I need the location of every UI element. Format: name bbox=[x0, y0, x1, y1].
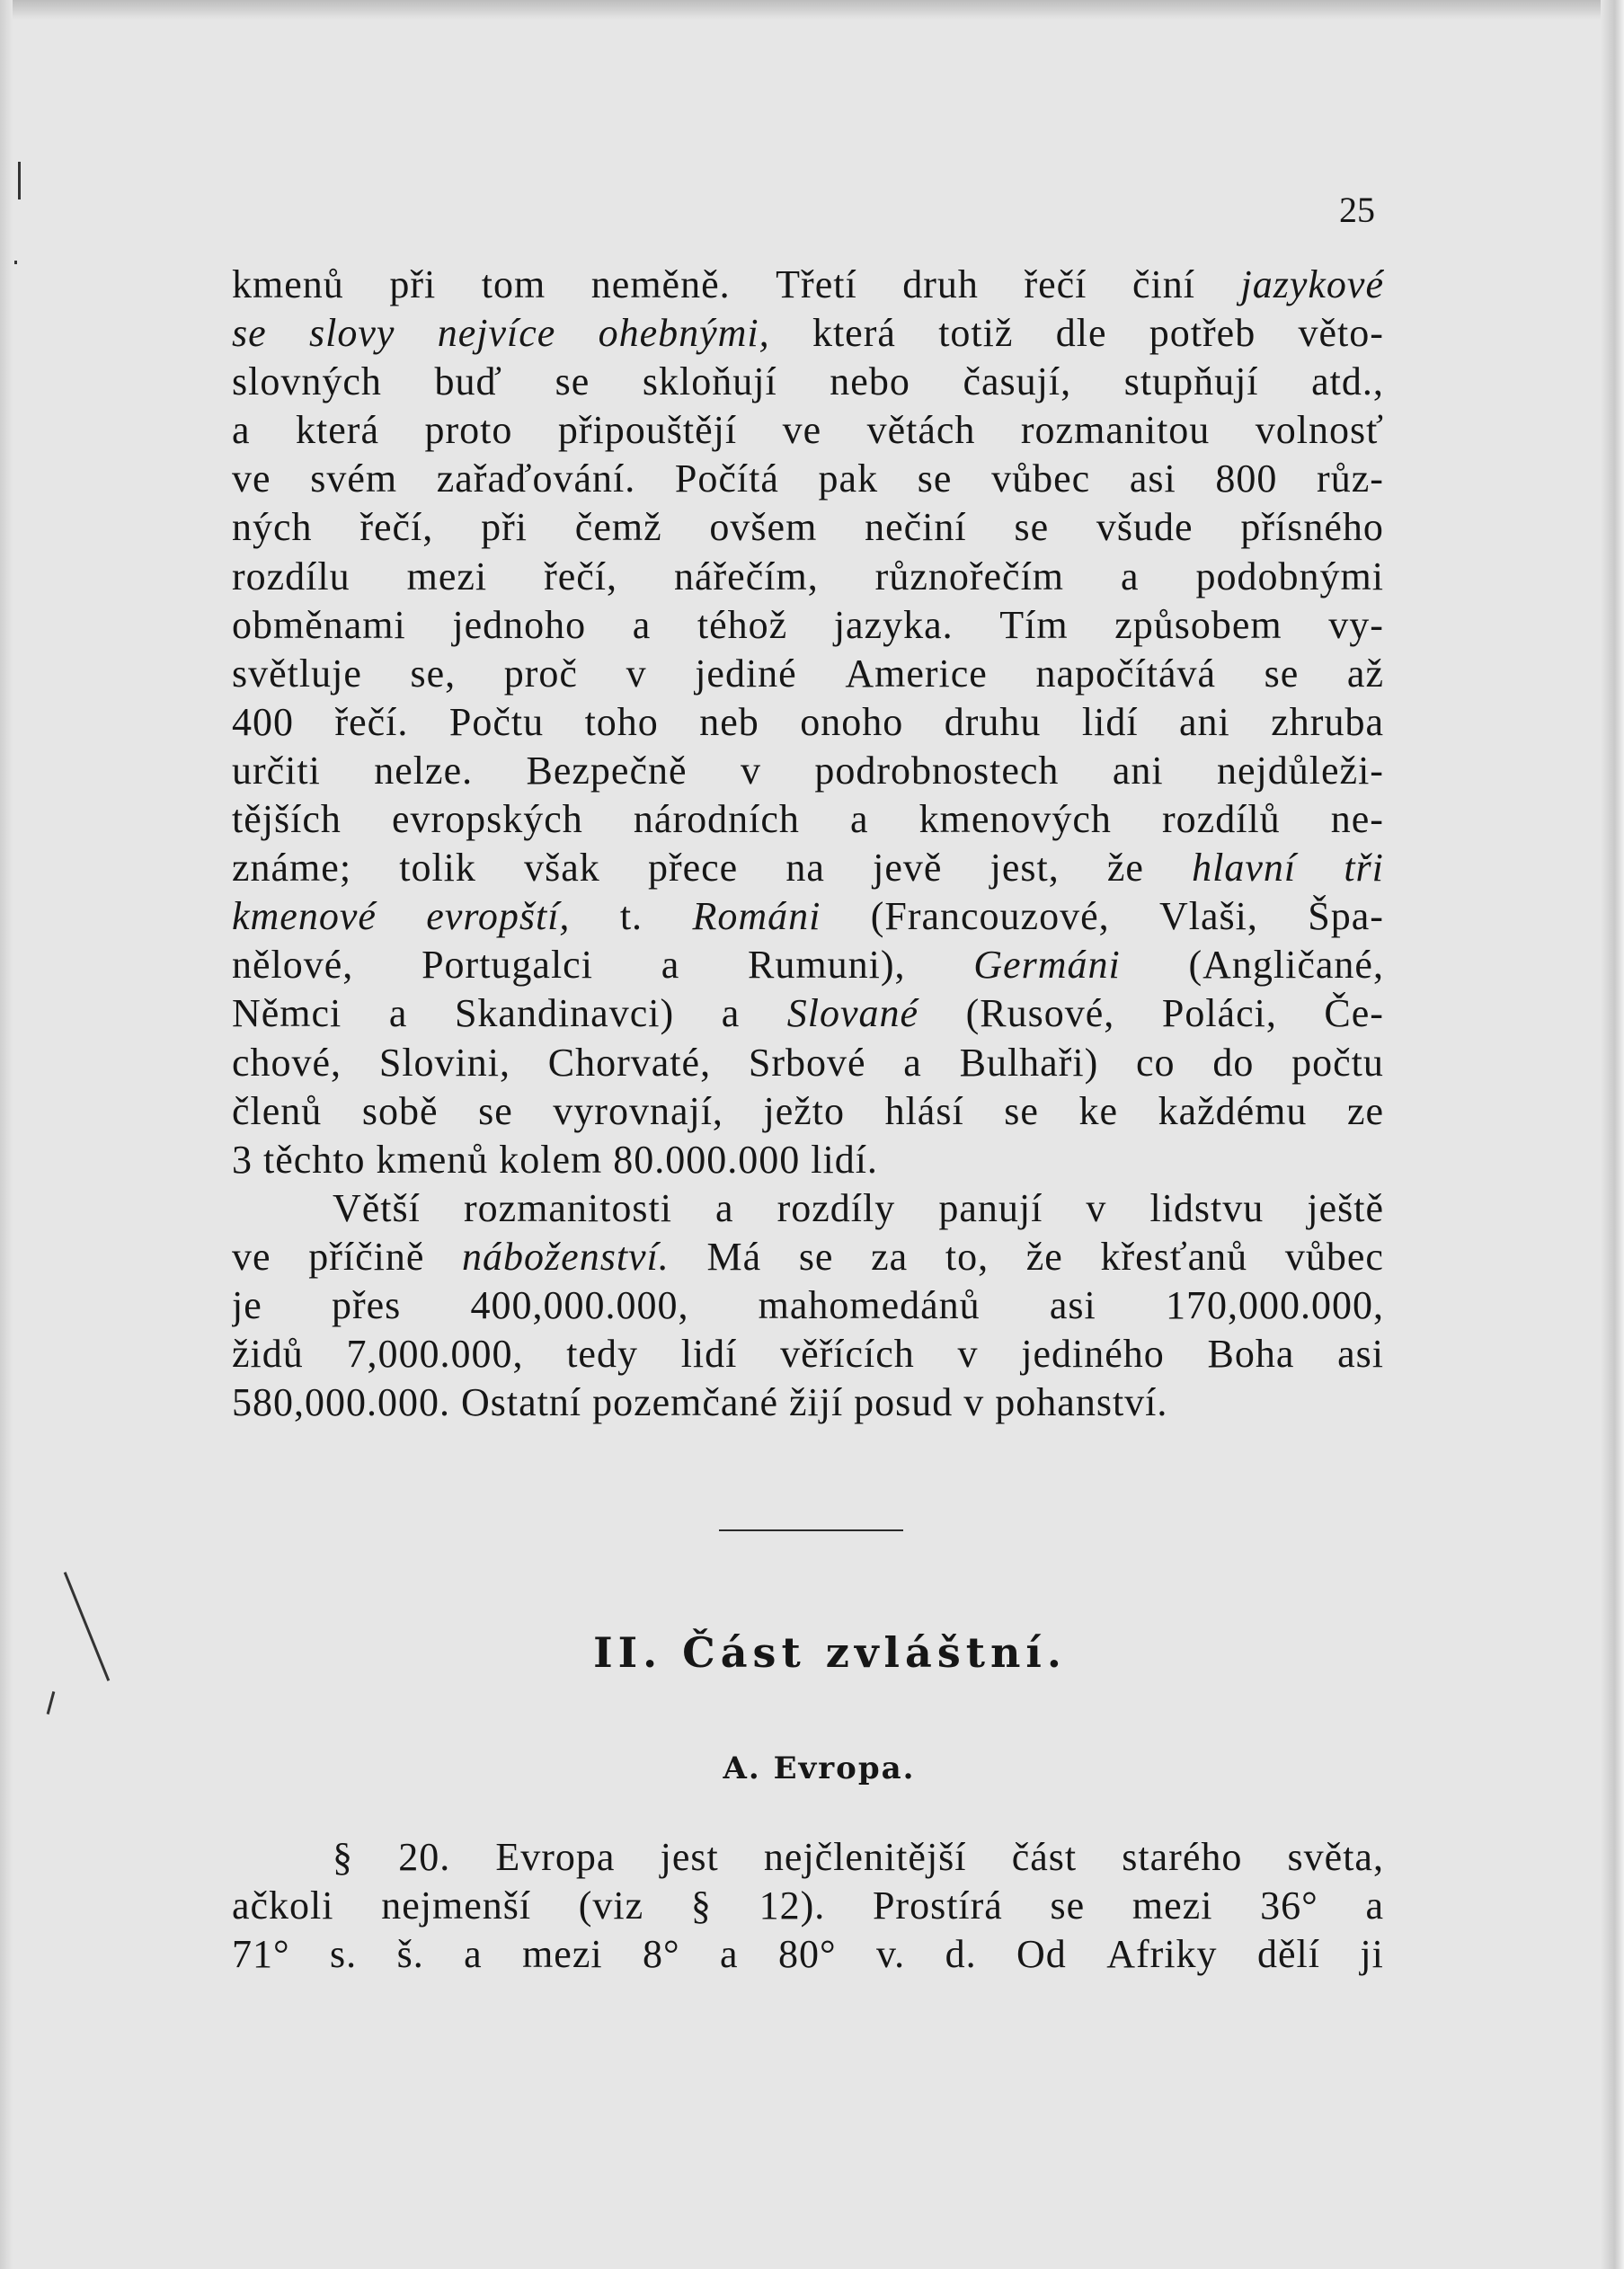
word: ných bbox=[232, 505, 313, 550]
word: je bbox=[232, 1282, 262, 1327]
word: nělové, bbox=[232, 943, 354, 988]
word: tějších bbox=[232, 797, 342, 842]
word: až bbox=[1346, 651, 1384, 696]
word: která bbox=[296, 408, 379, 453]
word: evropští, bbox=[426, 894, 571, 939]
word: větách bbox=[866, 408, 976, 453]
word: mahomedánů bbox=[758, 1282, 981, 1327]
word: se bbox=[478, 1088, 513, 1133]
word: náboženství. bbox=[462, 1234, 670, 1279]
word: slovných bbox=[232, 359, 382, 404]
word: tři bbox=[1344, 846, 1384, 891]
word: Poláci, bbox=[1161, 991, 1277, 1036]
word: hlavní bbox=[1192, 846, 1297, 891]
word: ke bbox=[1078, 1088, 1118, 1133]
word: neb bbox=[699, 699, 759, 744]
word: všude bbox=[1096, 505, 1194, 550]
paragraph-20 bbox=[232, 1833, 1384, 1979]
word: každému bbox=[1158, 1088, 1308, 1133]
page-left-edge bbox=[0, 0, 13, 2269]
word: (Francouzové, bbox=[870, 894, 1110, 939]
word: evropských bbox=[391, 797, 583, 842]
word: 12). bbox=[759, 1883, 826, 1928]
word: skloňují bbox=[642, 359, 777, 404]
word: 8° bbox=[643, 1932, 680, 1977]
word: a bbox=[721, 991, 741, 1036]
word: obměnami bbox=[232, 602, 406, 647]
text-line bbox=[232, 1930, 1384, 1979]
text-line bbox=[232, 553, 1384, 601]
word: Němci bbox=[232, 991, 342, 1036]
word: v bbox=[1086, 1185, 1107, 1230]
text-line bbox=[232, 455, 1384, 503]
word: různořečím bbox=[874, 554, 1065, 598]
text-line bbox=[232, 1378, 1384, 1427]
word: Větší bbox=[333, 1185, 421, 1230]
word: Románi bbox=[692, 894, 821, 939]
word: a bbox=[720, 1932, 739, 1977]
word: jest, bbox=[989, 846, 1060, 891]
text-line bbox=[232, 650, 1384, 698]
word: věto- bbox=[1298, 311, 1384, 356]
word: s. bbox=[330, 1932, 358, 1977]
word: vy- bbox=[1328, 602, 1384, 647]
text-span: 580,000.000. Ostatní pozemčané žijí posud v pohanství. bbox=[232, 1380, 1168, 1425]
word: za bbox=[871, 1234, 909, 1279]
text-line bbox=[232, 261, 1384, 309]
word: a bbox=[632, 602, 652, 647]
text-line bbox=[232, 989, 1384, 1038]
word: známe; bbox=[232, 846, 352, 891]
word: věřících bbox=[780, 1332, 915, 1377]
word: v bbox=[957, 1332, 979, 1377]
word: d. bbox=[945, 1932, 977, 1977]
word: ze bbox=[1346, 1088, 1384, 1133]
word: totiž bbox=[938, 311, 1014, 356]
word: § bbox=[690, 1883, 712, 1928]
word: Bezpečně bbox=[526, 748, 688, 793]
word: že bbox=[1025, 1234, 1063, 1279]
word: lidí bbox=[680, 1332, 738, 1377]
word: a bbox=[464, 1932, 483, 1977]
word: mezi bbox=[406, 554, 488, 598]
word: lidstvu bbox=[1149, 1185, 1265, 1230]
word: ve bbox=[232, 456, 271, 501]
word: Počtu bbox=[448, 699, 545, 744]
text-span: 3 těchto kmenů kolem 80.000.000 lidí. bbox=[232, 1137, 878, 1182]
word: ve bbox=[232, 1234, 271, 1279]
word: určiti bbox=[232, 748, 321, 793]
word: asi bbox=[1129, 456, 1176, 501]
word: Americe bbox=[845, 651, 988, 696]
word: panují bbox=[938, 1185, 1043, 1230]
word: buď bbox=[434, 359, 502, 404]
word: rozmanitosti bbox=[463, 1185, 672, 1230]
word: a bbox=[1365, 1883, 1384, 1928]
page-right-edge bbox=[1601, 0, 1624, 2269]
word: to, bbox=[945, 1234, 989, 1279]
word: tolik bbox=[399, 846, 476, 891]
word: časují, bbox=[963, 359, 1072, 404]
page-top-edge bbox=[0, 0, 1624, 20]
word: ani bbox=[1112, 748, 1164, 793]
word: se bbox=[555, 359, 590, 404]
word: se bbox=[1050, 1883, 1086, 1928]
word: jednoho bbox=[452, 602, 587, 647]
word: atd., bbox=[1311, 359, 1384, 404]
text-line bbox=[232, 941, 1384, 989]
word: Slovini, bbox=[378, 1040, 510, 1085]
word: část bbox=[1011, 1835, 1078, 1879]
word: způsobem bbox=[1114, 602, 1282, 647]
word: počtu bbox=[1291, 1040, 1384, 1085]
word: vůbec bbox=[1284, 1234, 1384, 1279]
word: druhu bbox=[944, 699, 1042, 744]
word: pak bbox=[818, 456, 879, 501]
text-line bbox=[232, 698, 1384, 747]
section-title: II. Část zvláštní. bbox=[593, 1628, 1067, 1677]
word: Tím bbox=[999, 602, 1069, 647]
word: ve bbox=[782, 408, 822, 453]
word: chové, bbox=[232, 1040, 342, 1085]
word: se bbox=[1014, 505, 1050, 550]
word: (Angličané, bbox=[1188, 943, 1384, 988]
word: při bbox=[389, 262, 437, 306]
text-line bbox=[232, 1882, 1384, 1930]
word: na bbox=[785, 846, 825, 891]
word: vyrovnají, bbox=[553, 1088, 723, 1133]
word: a bbox=[661, 943, 680, 988]
word: Evropa bbox=[495, 1835, 616, 1879]
word: řečí bbox=[1024, 262, 1087, 306]
word: Afriky bbox=[1106, 1932, 1218, 1977]
text-line bbox=[232, 1833, 1384, 1882]
word: Germáni bbox=[973, 943, 1121, 988]
word: Rumuni), bbox=[748, 943, 906, 988]
word: Skandinavci) bbox=[454, 991, 675, 1036]
word: nečiní bbox=[865, 505, 967, 550]
word: sobě bbox=[361, 1088, 439, 1133]
word: národních bbox=[633, 797, 800, 842]
word: tom bbox=[481, 262, 546, 306]
word: proto bbox=[424, 408, 513, 453]
word: stupňují bbox=[1123, 359, 1259, 404]
word: čemž bbox=[574, 505, 662, 550]
word: Třetí bbox=[776, 262, 857, 306]
word: členů bbox=[232, 1088, 323, 1133]
word: ježto bbox=[763, 1088, 846, 1133]
word: t. bbox=[619, 894, 643, 939]
word: ačkoli bbox=[232, 1883, 334, 1928]
word: židů bbox=[232, 1332, 304, 1377]
word: (Rusové, bbox=[965, 991, 1115, 1036]
word: Má bbox=[706, 1234, 762, 1279]
word: do bbox=[1212, 1040, 1255, 1085]
text-line bbox=[232, 747, 1384, 795]
word: zhruba bbox=[1271, 699, 1384, 744]
word: nejčlenitější bbox=[763, 1835, 967, 1879]
word: dělí bbox=[1256, 1932, 1320, 1977]
word: a bbox=[903, 1040, 922, 1085]
word: napočítává bbox=[1035, 651, 1217, 696]
word: 20. bbox=[398, 1835, 451, 1879]
word: Vlaši, bbox=[1159, 894, 1258, 939]
word: Srbové bbox=[748, 1040, 866, 1085]
word: křesťanů bbox=[1100, 1234, 1248, 1279]
word: mezi bbox=[522, 1932, 603, 1977]
word: jest bbox=[660, 1835, 719, 1879]
word: starého bbox=[1122, 1835, 1243, 1879]
word: Portugalci bbox=[422, 943, 593, 988]
word: rozdílu bbox=[232, 554, 351, 598]
word: jediné bbox=[695, 651, 797, 696]
word: Prostírá bbox=[872, 1883, 1003, 1928]
word: ne- bbox=[1330, 797, 1384, 842]
word: neměně. bbox=[590, 262, 731, 306]
word: Slované bbox=[786, 991, 919, 1036]
word: kmenů bbox=[232, 262, 344, 306]
word: 170,000.000, bbox=[1165, 1282, 1384, 1327]
word: nejdůleži- bbox=[1217, 748, 1384, 793]
subsection-title: A. Evropa. bbox=[723, 1750, 916, 1786]
section-divider bbox=[719, 1529, 903, 1531]
body-text bbox=[232, 261, 1384, 1427]
text-line bbox=[232, 503, 1384, 552]
word: v bbox=[626, 651, 647, 696]
word: onoho bbox=[800, 699, 904, 744]
word: a bbox=[388, 991, 408, 1036]
text-line bbox=[232, 1330, 1384, 1378]
scan-mark bbox=[14, 261, 17, 264]
word: nářečím, bbox=[674, 554, 819, 598]
text-line bbox=[232, 844, 1384, 892]
text-line bbox=[232, 1281, 1384, 1330]
word: připouštějí bbox=[557, 408, 738, 453]
word: při bbox=[481, 505, 528, 550]
word: se bbox=[232, 311, 267, 356]
word: asi bbox=[1049, 1282, 1096, 1327]
word: nejvíce bbox=[437, 311, 556, 356]
word: potřeb bbox=[1149, 311, 1256, 356]
word: řečí, bbox=[359, 505, 434, 550]
word: světluje bbox=[232, 651, 362, 696]
word: jazyka. bbox=[833, 602, 954, 647]
word: příčině bbox=[308, 1234, 425, 1279]
word: že bbox=[1106, 846, 1144, 891]
word: tedy bbox=[566, 1332, 638, 1377]
word: vůbec bbox=[991, 456, 1091, 501]
text-line bbox=[232, 1087, 1384, 1136]
word: š. bbox=[396, 1932, 424, 1977]
word: mezi bbox=[1131, 1883, 1213, 1928]
word: téhož bbox=[697, 602, 788, 647]
text-line bbox=[232, 309, 1384, 358]
word: Špa- bbox=[1308, 894, 1384, 939]
text-line bbox=[232, 358, 1384, 406]
word: ji bbox=[1360, 1932, 1384, 1977]
word: rozdíly bbox=[777, 1185, 896, 1230]
word: 36° bbox=[1260, 1883, 1318, 1928]
word: se, bbox=[410, 651, 457, 696]
word: se bbox=[917, 456, 953, 501]
word: rozdílů bbox=[1162, 797, 1281, 842]
word: kmenové bbox=[232, 894, 377, 939]
text-line bbox=[232, 1184, 1384, 1233]
word: hlásí bbox=[884, 1088, 964, 1133]
word: (viz bbox=[578, 1883, 644, 1928]
word: volnosť bbox=[1255, 408, 1384, 453]
word: proč bbox=[503, 651, 578, 696]
word: ohebnými, bbox=[598, 311, 770, 356]
word: 400,000.000, bbox=[470, 1282, 689, 1327]
word: však bbox=[524, 846, 600, 891]
text-line bbox=[232, 1039, 1384, 1087]
word: nebo bbox=[830, 359, 910, 404]
word: růz- bbox=[1317, 456, 1384, 501]
page-number: 25 bbox=[1339, 190, 1375, 230]
word: Boha bbox=[1207, 1332, 1295, 1377]
word: jazykové bbox=[1240, 262, 1384, 306]
word: se bbox=[1004, 1088, 1039, 1133]
word: jevě bbox=[873, 846, 943, 891]
word: a bbox=[1120, 554, 1140, 598]
word: nejmenší bbox=[381, 1883, 532, 1928]
word: rozmanitou bbox=[1020, 408, 1211, 453]
word: a bbox=[715, 1185, 734, 1230]
word: ani bbox=[1179, 699, 1230, 744]
scan-mark bbox=[47, 1691, 56, 1715]
word: řečí. bbox=[334, 699, 409, 744]
word: jediného bbox=[1021, 1332, 1165, 1377]
word: přes bbox=[331, 1282, 402, 1327]
word: 71° bbox=[232, 1932, 290, 1977]
word: 400 bbox=[232, 699, 294, 744]
word: nelze. bbox=[374, 748, 474, 793]
text-line bbox=[232, 795, 1384, 844]
word: Počítá bbox=[674, 456, 779, 501]
word: druh bbox=[902, 262, 979, 306]
word: přísného bbox=[1240, 505, 1384, 550]
scan-mark bbox=[18, 162, 21, 199]
text-line bbox=[232, 1136, 1384, 1184]
word: v bbox=[740, 748, 761, 793]
word: přece bbox=[647, 846, 739, 891]
word: řečí, bbox=[544, 554, 618, 598]
word: 80° bbox=[778, 1932, 837, 1977]
word: podrobnostech bbox=[814, 748, 1060, 793]
word: 800 bbox=[1215, 456, 1278, 501]
word: Chorvaté, bbox=[547, 1040, 712, 1085]
word: svém bbox=[310, 456, 398, 501]
word: § bbox=[333, 1835, 353, 1879]
word: a bbox=[232, 408, 251, 453]
word: Od bbox=[1016, 1932, 1067, 1977]
word: co bbox=[1136, 1040, 1176, 1085]
word: lidí bbox=[1081, 699, 1139, 744]
word: a bbox=[849, 797, 869, 842]
word: v. bbox=[876, 1932, 906, 1977]
word: činí bbox=[1131, 262, 1195, 306]
word: ještě bbox=[1307, 1185, 1384, 1230]
word: podobnými bbox=[1195, 554, 1384, 598]
word: zařaďování. bbox=[436, 456, 636, 501]
text-line bbox=[232, 601, 1384, 650]
word: dle bbox=[1055, 311, 1107, 356]
word: světa, bbox=[1287, 1835, 1384, 1879]
word: kmenových bbox=[918, 797, 1112, 842]
word: asi bbox=[1337, 1332, 1384, 1377]
word: která bbox=[812, 311, 896, 356]
text-line bbox=[232, 1233, 1384, 1281]
word: se bbox=[1264, 651, 1300, 696]
word: 7,000.000, bbox=[346, 1332, 524, 1377]
word: ovšem bbox=[709, 505, 818, 550]
word: se bbox=[798, 1234, 834, 1279]
word: toho bbox=[584, 699, 659, 744]
word: Če- bbox=[1324, 991, 1384, 1036]
text-line bbox=[232, 892, 1384, 941]
text-line bbox=[232, 406, 1384, 455]
word: slovy bbox=[308, 311, 395, 356]
word: Bulhaři) bbox=[959, 1040, 1099, 1085]
